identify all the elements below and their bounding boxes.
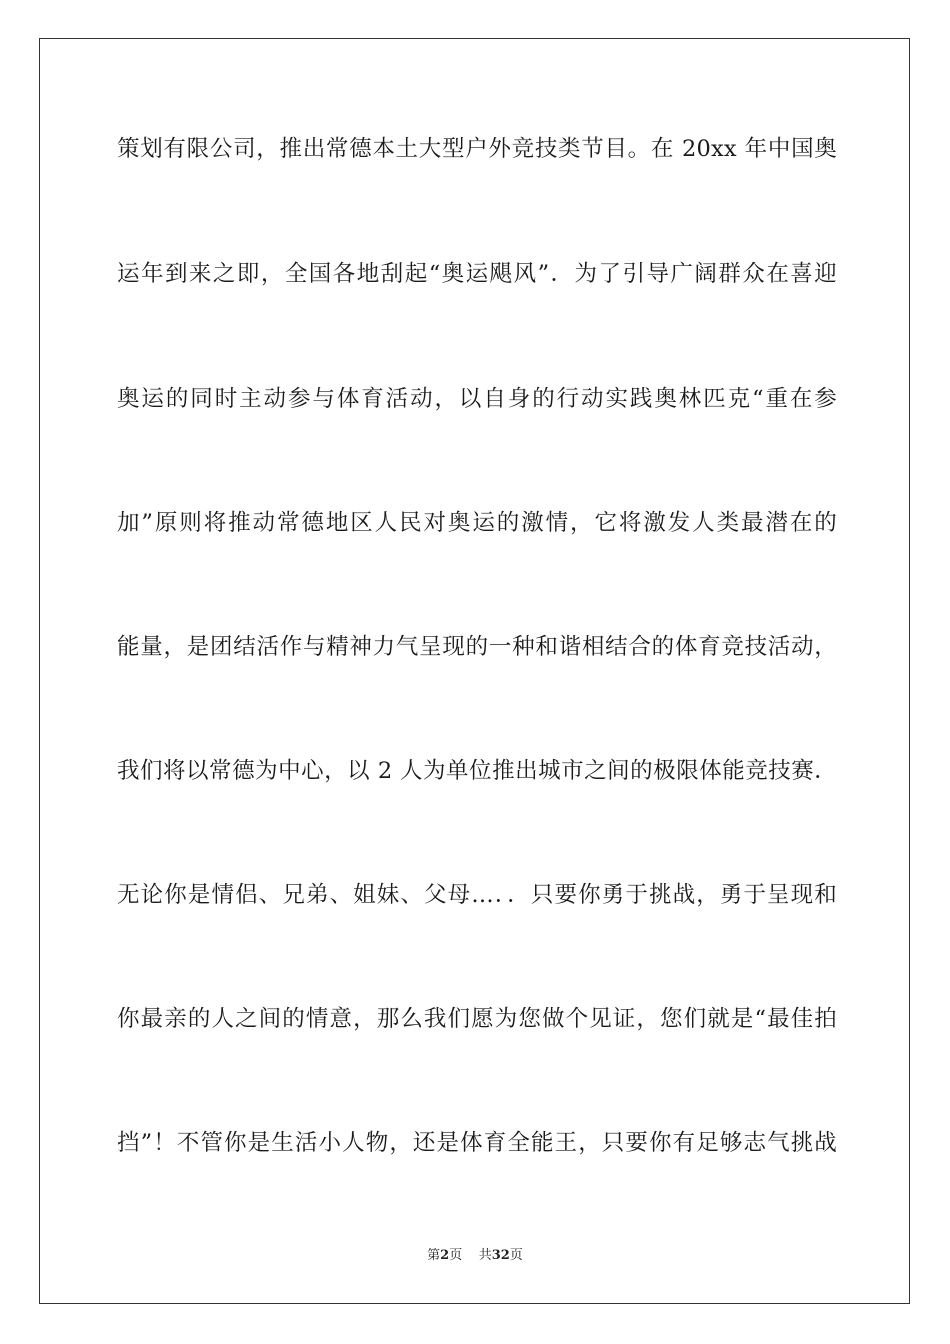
text-line: 无论你是情侣、兄弟、姐妹、父母…．．只要你勇于挑战，勇于呈现和 (117, 882, 837, 908)
total-prefix: 共 (478, 1248, 492, 1263)
page-prefix: 第 (427, 1248, 441, 1263)
page-suffix: 页 (449, 1248, 463, 1263)
current-page-number: 2 (440, 1248, 450, 1263)
text-line: 策划有限公司，推出常德本土大型户外竞技类节目。在 20xx 年中国奥 (117, 136, 837, 162)
text-line: 挡”！不管你是生活小人物，还是体育全能王，只要你有足够志气挑战 (117, 1130, 837, 1156)
page-border (39, 38, 910, 1304)
page-footer (0, 1247, 950, 1265)
text-line: 运年到来之即，全国各地刮起“奥运飓风”．为了引导广阔群众在喜迎 (117, 261, 837, 287)
text-line: 你最亲的人之间的情意，那么我们愿为您做个见证，您们就是“最佳拍 (117, 1006, 837, 1032)
total-page-count: 32 (491, 1248, 510, 1263)
text-line: 我们将以常德为中心，以 2 人为单位推出城市之间的极限体能竞技赛． (117, 758, 837, 784)
text-line: 能量，是团结活作与精神力气呈现的一种和谐相结合的体育竞技活动， (117, 634, 837, 660)
text-line: 加”原则将推动常德地区人民对奥运的激情，它将激发人类最潜在的 (117, 510, 837, 536)
total-suffix: 页 (509, 1248, 523, 1263)
text-line: 奥运的同时主动参与体育活动，以自身的行动实践奥林匹克“重在参 (117, 386, 837, 412)
